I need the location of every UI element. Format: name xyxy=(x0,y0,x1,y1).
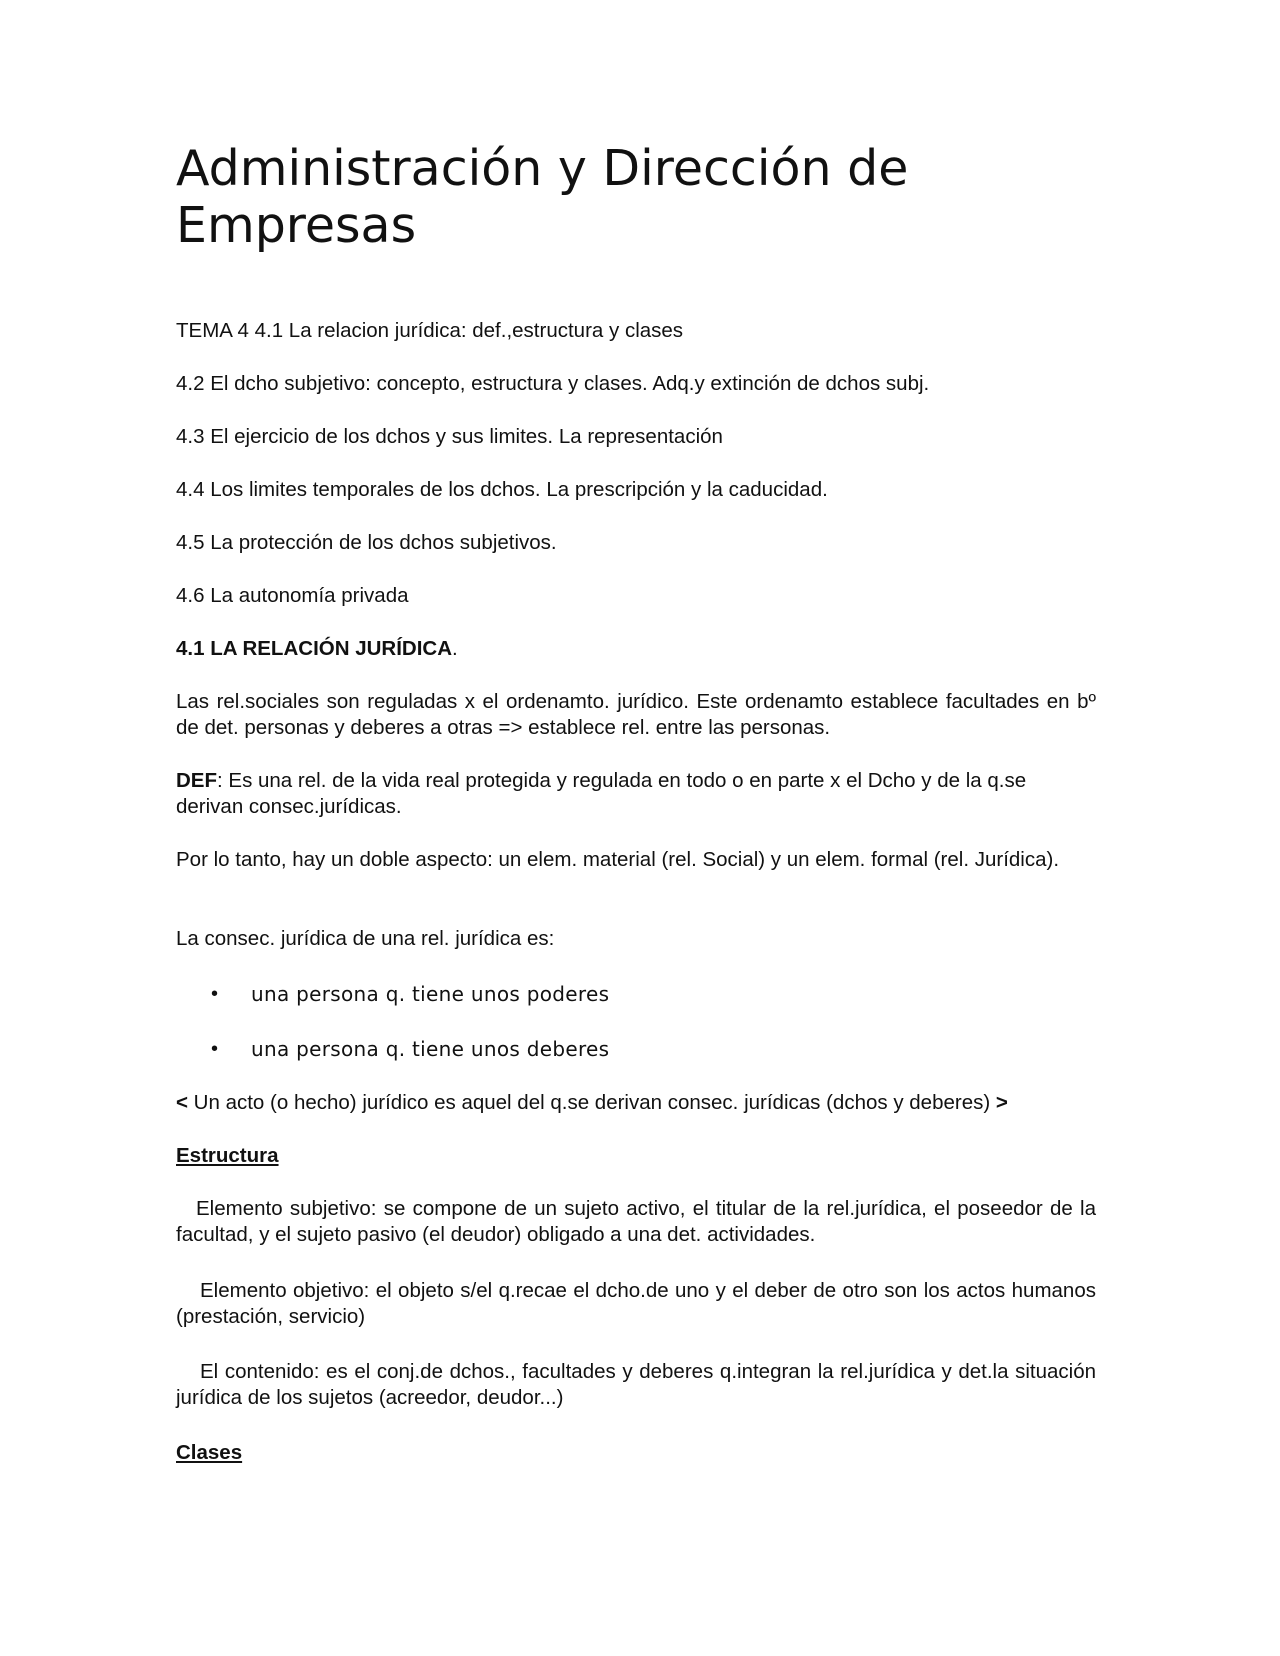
bullet-icon: • xyxy=(211,1038,219,1060)
definition-label: DEF xyxy=(176,769,217,792)
list-item-text: una persona q. tiene unos deberes xyxy=(251,1037,610,1061)
toc-item-4-4: 4.4 Los limites temporales de los dchos. La prescripción y la caducidad. xyxy=(176,478,828,501)
definition-paragraph xyxy=(176,768,1096,820)
toc-item-4-1: TEMA 4 4.1 La relacion jurídica: def.,estructura y clases xyxy=(176,319,684,342)
bullet-icon: • xyxy=(211,983,219,1005)
definition-text: : Es una rel. de la vida real protegida y regulada en todo o en parte x el Dcho y de la q.se derivan consec.jurídicas. xyxy=(176,769,1027,818)
toc-item-4-5: 4.5 La protección de los dchos subjetivos. xyxy=(176,531,557,554)
act-close-bracket: > xyxy=(995,1091,1008,1114)
clases-heading: Clases xyxy=(176,1441,243,1464)
contenido-paragraph: El contenido: es el conj.de dchos., facultades y deberes q.integran la rel.jurídica y det.la situación jurídica de los sujetos (acreedor, deudor...) xyxy=(176,1360,1096,1409)
toc-item-4-2: 4.2 El dcho subjetivo: concepto, estructura y clases. Adq.y extinción de dchos subj. xyxy=(176,372,930,395)
act-paragraph xyxy=(176,1090,1096,1116)
toc-item-4-6: 4.6 La autonomía privada xyxy=(176,584,409,607)
section-heading xyxy=(176,636,1096,662)
elemento-objetivo-paragraph: Elemento objetivo: el objeto s/el q.recae el dcho.de uno y el deber de otro son los actos humanos (prestación, servicio) xyxy=(176,1279,1096,1328)
intro-paragraph: Las rel.sociales son reguladas x el ordenamto. jurídico. Este ordenamto establece facultades en bº de det. personas y deberes a otras => establece rel. entre las personas. xyxy=(176,690,1096,739)
elemento-subjetivo-paragraph: Elemento subjetivo: se compone de un sujeto activo, el titular de la rel.jurídica, el poseedor de la facultad, y el sujeto pasivo (el deudor) obligado a una det. actividades. xyxy=(176,1197,1096,1246)
estructura-heading: Estructura xyxy=(176,1144,279,1167)
consequence-intro: La consec. jurídica de una rel. jurídica es: xyxy=(176,927,555,950)
toc-item-4-3: 4.3 El ejercicio de los dchos y sus limites. La representación xyxy=(176,425,723,448)
document-title: Administración y Dirección de Empresas xyxy=(176,140,909,254)
section-heading-text: 4.1 LA RELACIÓN JURÍDICA xyxy=(176,637,453,660)
act-text: Un acto (o hecho) jurídico es aquel del q.se derivan consec. jurídicas (dchos y deberes) xyxy=(187,1091,996,1114)
list-item-text: una persona q. tiene unos poderes xyxy=(251,982,610,1006)
aspect-paragraph: Por lo tanto, hay un doble aspecto: un elem. material (rel. Social) y un elem. formal (rel. Jurídica). xyxy=(176,848,1060,871)
section-heading-suffix: . xyxy=(452,637,458,660)
act-open-bracket: < xyxy=(176,1091,188,1114)
